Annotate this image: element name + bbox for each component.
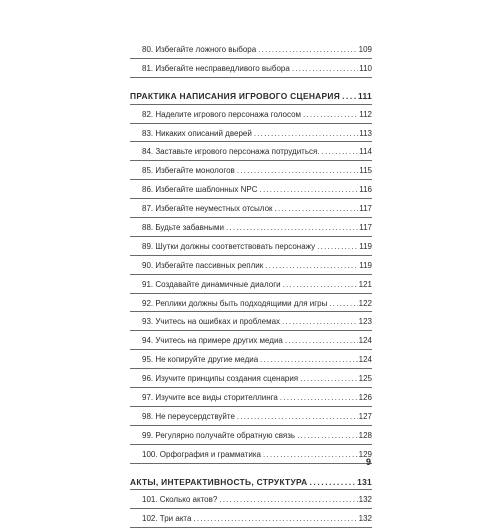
toc-entry-label: 101. Сколько актов? — [142, 495, 218, 505]
dot-leader — [226, 223, 358, 233]
dot-leader — [265, 261, 358, 271]
dot-leader — [275, 204, 359, 214]
dot-leader — [282, 317, 358, 327]
toc-entry-label: 95. Не копируйте другие медиа — [142, 355, 259, 365]
dot-leader — [283, 280, 358, 290]
toc-entry-page: 119 — [359, 241, 372, 251]
toc-entry — [130, 256, 372, 275]
toc-entry-page: 121 — [358, 279, 372, 289]
dot-leader — [280, 393, 358, 403]
toc-entry-page: 127 — [358, 411, 372, 421]
toc-entry-page: 119 — [359, 260, 372, 270]
dot-leader — [309, 477, 356, 487]
toc-entry-label: 99. Регулярно получайте обратную связь — [142, 430, 296, 440]
toc-entry-label: 87. Избегайте неуместных отсылок — [142, 204, 273, 214]
toc-entry — [130, 199, 372, 218]
section-title: АКТЫ, ИНТЕРАКТИВНОСТЬ, СТРУКТУРА — [130, 476, 308, 487]
toc-entry — [130, 426, 372, 445]
dot-leader — [292, 64, 358, 74]
toc-group-3 — [130, 490, 372, 528]
toc-entry — [130, 350, 372, 369]
dot-leader — [237, 166, 358, 176]
toc-entry — [130, 142, 372, 161]
toc-entry — [130, 180, 372, 199]
toc-entry-label: 84. Заставьте игрового персонажа потрудиться. — [142, 147, 320, 157]
dot-leader — [263, 450, 358, 460]
dot-leader — [297, 431, 358, 441]
toc-entry-page: 123 — [358, 317, 372, 327]
toc-entry-page: 116 — [359, 185, 372, 195]
dot-leader — [260, 355, 357, 365]
toc-entry-page: 125 — [358, 374, 372, 384]
toc-entry-page: 122 — [358, 298, 372, 308]
toc-entry — [130, 312, 372, 331]
dot-leader — [317, 242, 358, 252]
table-of-contents — [130, 40, 372, 528]
toc-entry-page: 113 — [359, 128, 372, 138]
toc-entry-label: 90. Избегайте пассивных реплик — [142, 260, 264, 270]
toc-section-heading — [130, 472, 372, 491]
toc-entry-label: 80. Избегайте ложного выбора — [142, 45, 257, 54]
toc-entry — [130, 388, 372, 407]
toc-entry — [130, 105, 372, 124]
toc-entry — [130, 59, 372, 78]
section-title: ПРАКТИКА НАПИСАНИЯ ИГРОВОГО СЦЕНАРИЯ — [130, 90, 341, 101]
dot-leader — [193, 514, 357, 524]
dot-leader — [258, 45, 357, 55]
toc-entry — [130, 369, 372, 388]
toc-entry-page: 115 — [359, 166, 372, 176]
toc-entry-page: 126 — [358, 393, 372, 403]
section-page: 131 — [357, 476, 372, 487]
toc-group-1 — [130, 40, 372, 78]
toc-entry — [130, 124, 372, 143]
toc-entry — [130, 331, 372, 350]
toc-entry-label: 88. Будьте забавными — [142, 223, 224, 233]
toc-entry-page: 109 — [358, 45, 372, 54]
toc-entry-label: 96. Изучите принципы создания сценария — [142, 374, 299, 384]
dot-leader — [300, 374, 358, 384]
toc-entry-page: 132 — [358, 495, 372, 505]
toc-entry-page: 114 — [359, 147, 372, 157]
toc-entry-page: 132 — [358, 514, 372, 524]
toc-entry-page: 112 — [359, 109, 372, 119]
toc-entry-label: 94. Учитесь на примере других медиа — [142, 336, 283, 346]
section-page: 111 — [358, 90, 372, 101]
toc-entry-page: 129 — [358, 449, 372, 459]
toc-entry-label: 102. Три акта — [142, 514, 192, 524]
dot-leader — [303, 110, 358, 120]
toc-entry-label: 83. Никаких описаний дверей — [142, 128, 252, 138]
toc-entry — [130, 218, 372, 237]
toc-entry-page: 110 — [359, 63, 372, 73]
toc-entry-label: 98. Не переусердствуйте — [142, 411, 235, 421]
dot-leader — [329, 299, 357, 309]
toc-entry-page: 124 — [358, 336, 372, 346]
dot-leader — [219, 495, 357, 505]
toc-entry-label: 93. Учитесь на ошибках и проблемах — [142, 317, 281, 327]
toc-entry-label: 85. Избегайте монологов — [142, 166, 235, 176]
toc-entry — [130, 40, 372, 59]
toc-entry — [130, 237, 372, 256]
toc-entry-page: 117 — [359, 204, 372, 214]
toc-entry-page: 128 — [358, 430, 372, 440]
toc-entry — [130, 445, 372, 464]
toc-entry — [130, 407, 372, 426]
toc-entry-label: 91. Создавайте динамичные диалоги — [142, 279, 281, 289]
dot-leader — [237, 412, 358, 422]
dot-leader — [285, 336, 358, 346]
toc-entry — [130, 275, 372, 294]
toc-entry — [130, 294, 372, 313]
toc-entry-label: 89. Шутки должны соответствовать персонажу — [142, 241, 316, 251]
toc-entry-label: 86. Избегайте шаблонных NPC — [142, 185, 258, 195]
toc-entry — [130, 509, 372, 528]
page-number: 9 — [366, 457, 372, 467]
toc-entry-page: 124 — [358, 355, 372, 365]
dot-leader — [322, 147, 359, 157]
toc-entry-label: 100. Орфография и грамматика — [142, 449, 261, 459]
toc-group-2 — [130, 105, 372, 464]
toc-entry-page: 117 — [359, 223, 372, 233]
toc-entry — [130, 161, 372, 180]
dot-leader — [260, 185, 359, 195]
dot-leader — [342, 91, 357, 101]
dot-leader — [254, 129, 358, 139]
toc-entry-label: 97. Изучите все виды сторителлинга — [142, 393, 278, 403]
toc-entry-label: 81. Избегайте несправедливого выбора — [142, 63, 290, 73]
toc-entry-label: 82. Наделите игрового персонажа голосом — [142, 109, 302, 119]
toc-entry-label: 92. Реплики должны быть подходящими для игры — [142, 298, 328, 308]
toc-section-heading — [130, 86, 372, 105]
